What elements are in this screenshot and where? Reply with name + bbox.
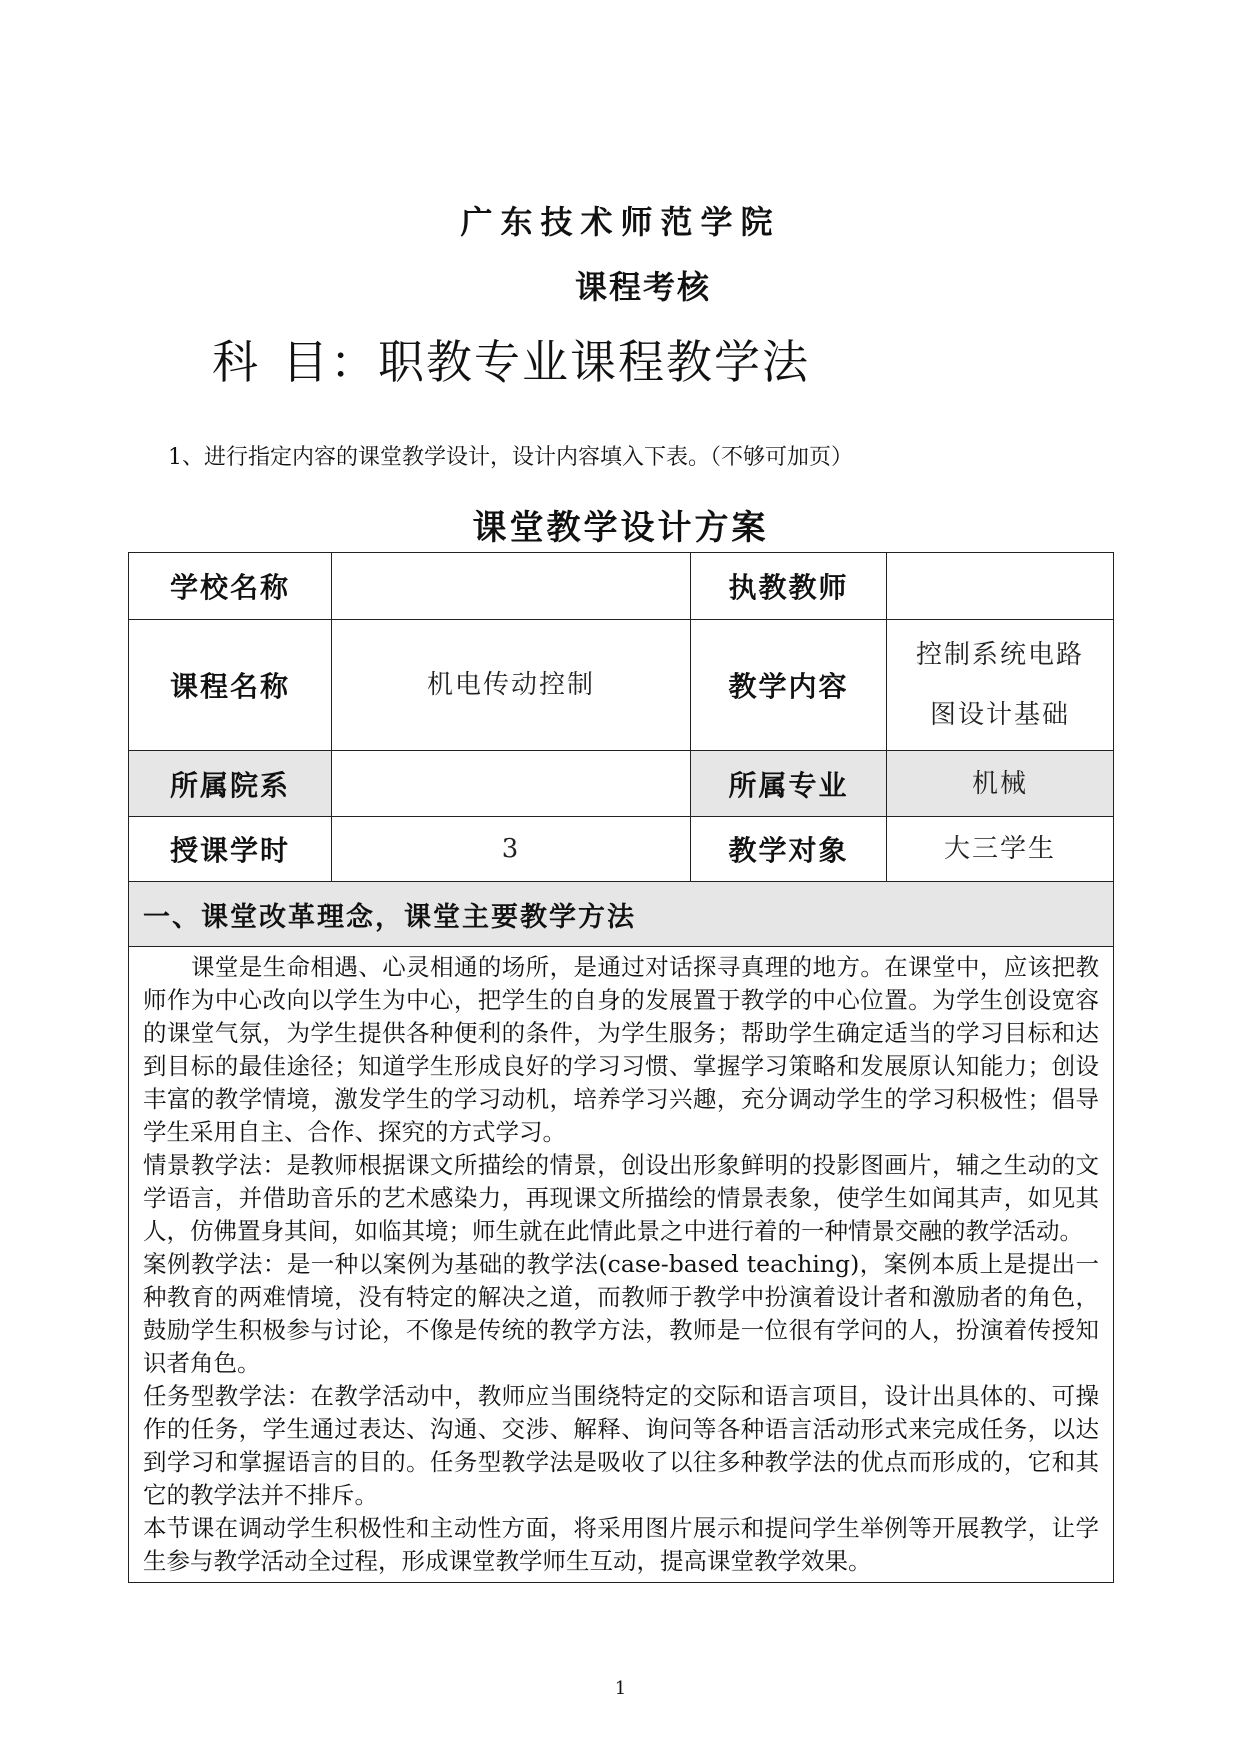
paragraph-philosophy: 课堂是生命相遇、心灵相通的场所，是通过对话探寻真理的地方。在课堂中，应该把教师作为中心改向以学生为中心，把学生的自身的发展置于教学的中心位置。为学生创设宽容的课堂气氛，为学生提供各种便利的条件，为学生服务；帮助学生确定适当的学习目标和达到目标的最佳途径；知道学生形成良好的学习习惯、掌握学习策略和发展原认知能力；创设丰富的教学情境，激发学生的学习动机，培养学习兴趣，充分调动学生的学习积极性；倡导学生采用自主、合作、探究的方式学习。 bbox=[143, 953, 1099, 1146]
section-body bbox=[129, 947, 1114, 1583]
teaching-content-line1: 控制系统电路 bbox=[915, 640, 1084, 670]
course-name-value: 机电传动控制 bbox=[332, 620, 691, 751]
label-department: 所属院系 bbox=[129, 751, 332, 817]
audience-value: 大三学生 bbox=[887, 817, 1114, 882]
label-teaching-content: 教学内容 bbox=[691, 620, 887, 751]
school-title: 广东技术师范学院 bbox=[460, 203, 781, 241]
table-row bbox=[129, 751, 1114, 817]
teaching-content-value bbox=[887, 620, 1114, 751]
paragraph-task-method: 任务型教学法：在教学活动中，教师应当围绕特定的交际和语言项目，设计出具体的、可操作的任务，学生通过表达、沟通、交涉、解释、询问等各种语言活动形式来完成任务，以达到学习和掌握语言的目的。任务型教学法是吸收了以往多种教学法的优点而形成的，它和其它的教学法并不排斥。 bbox=[143, 1382, 1099, 1509]
table-row bbox=[129, 553, 1114, 620]
instruction-text: 1、进行指定内容的课堂教学设计，设计内容填入下表。（不够可加页） bbox=[168, 445, 853, 470]
table-row bbox=[129, 882, 1114, 947]
paragraph-situational-method: 情景教学法：是教师根据课文所描绘的情景，创设出形象鲜明的投影图画片，辅之生动的文学语言，并借助音乐的艺术感染力，再现课文所描绘的情景表象，使学生如闻其声，如见其人，仿佛置身其间，如临其境；师生就在此情此景之中进行着的一种情景交融的教学活动。 bbox=[143, 1151, 1099, 1245]
subject-line bbox=[212, 326, 810, 392]
page-number: 1 bbox=[614, 1678, 627, 1699]
label-school-name: 学校名称 bbox=[129, 553, 332, 620]
department-value bbox=[332, 751, 691, 817]
label-audience: 教学对象 bbox=[691, 817, 887, 882]
design-table bbox=[128, 552, 1114, 1583]
subject-name: 目：职教专业课程教学法 bbox=[282, 335, 810, 389]
teaching-content-line2: 图设计基础 bbox=[929, 700, 1070, 730]
section-heading: 一、课堂改革理念，课堂主要教学方法 bbox=[129, 882, 1114, 947]
school-name-value bbox=[332, 553, 691, 620]
assessment-title: 课程考核 bbox=[575, 268, 712, 306]
label-class-hours: 授课学时 bbox=[129, 817, 332, 882]
teacher-value bbox=[887, 553, 1114, 620]
table-row bbox=[129, 947, 1114, 1583]
label-course-name: 课程名称 bbox=[129, 620, 332, 751]
paragraph-case-method: 案例教学法：是一种以案例为基础的教学法(case-based teaching)，案例本质上是提出一种教育的两难情境，没有特定的解决之道，而教师于教学中扮演着设计者和激励者的角色，鼓励学生积极参与讨论，不像是传统的教学方法，教师是一位很有学问的人，扮演着传授知识者角色。 bbox=[143, 1250, 1099, 1377]
label-major: 所属专业 bbox=[691, 751, 887, 817]
subject-prefix: 科 bbox=[212, 335, 260, 389]
plan-title: 课堂教学设计方案 bbox=[472, 508, 769, 548]
class-hours-value: 3 bbox=[332, 817, 691, 882]
label-teacher: 执教教师 bbox=[691, 553, 887, 620]
table-row bbox=[129, 620, 1114, 751]
table-row bbox=[129, 817, 1114, 882]
major-value: 机械 bbox=[887, 751, 1114, 817]
paragraph-lesson-plan: 本节课在调动学生积极性和主动性方面，将采用图片展示和提问学生举例等开展教学，让学生参与教学活动全过程，形成课堂教学师生互动，提高课堂教学效果。 bbox=[143, 1514, 1099, 1575]
